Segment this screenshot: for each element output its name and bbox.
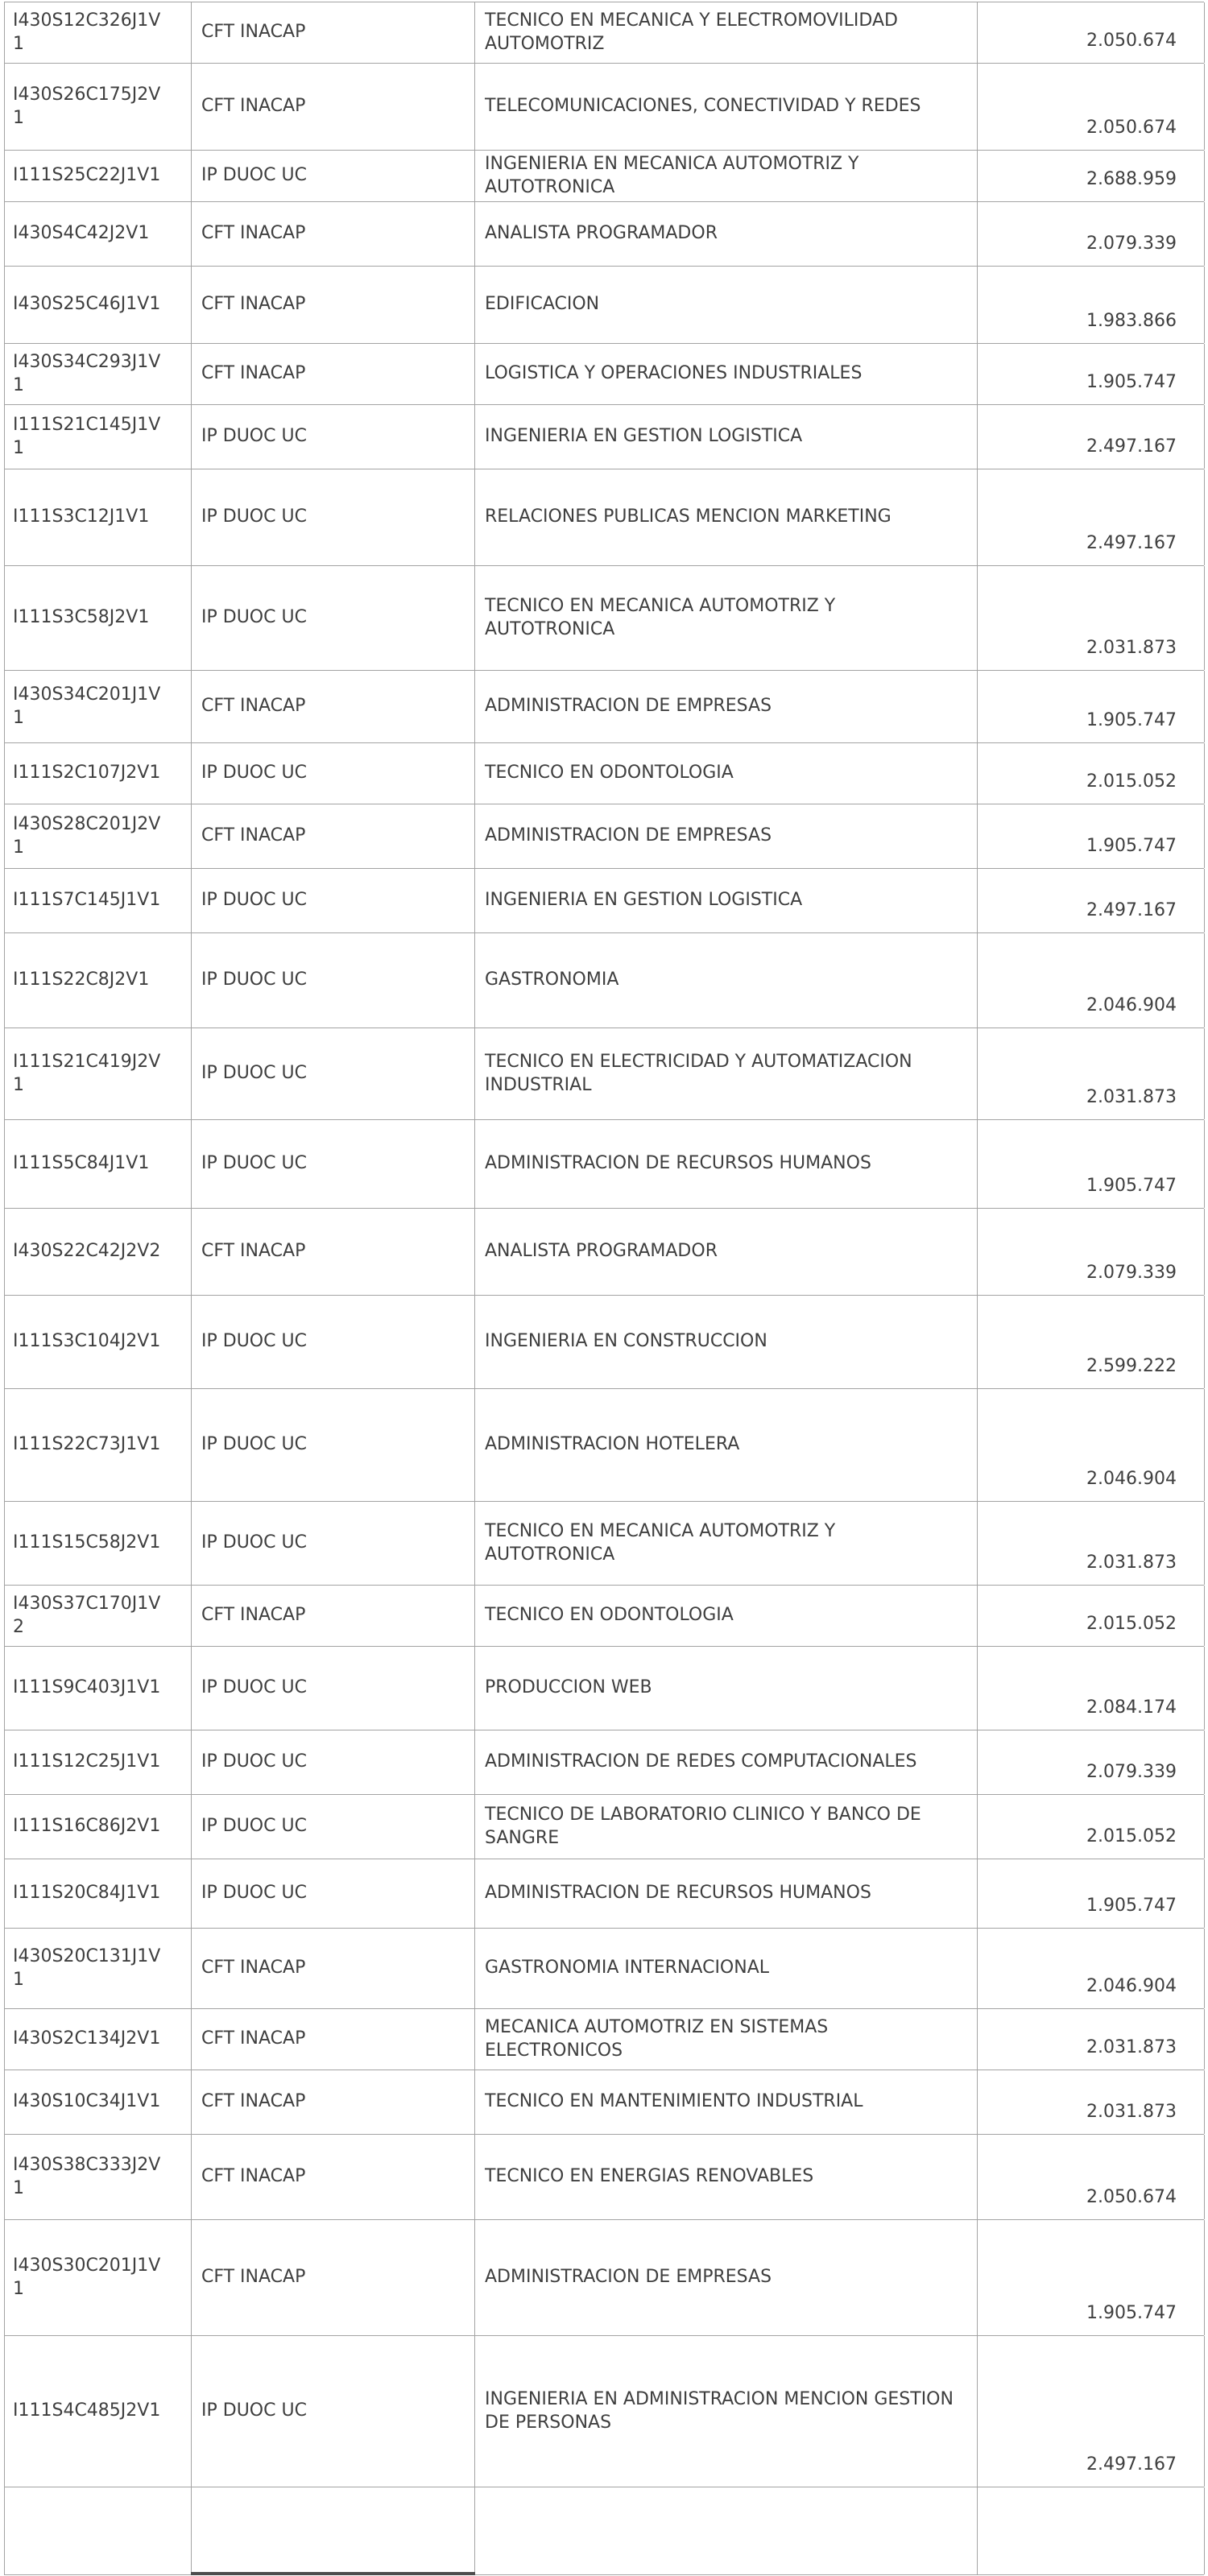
amount-cell [978, 1209, 1205, 1295]
institution-cell [192, 2, 475, 63]
code-cell [5, 2009, 192, 2069]
table-row [5, 1389, 1204, 1502]
institution-cell [192, 1929, 475, 2008]
institution-cell [192, 64, 475, 150]
amount-text: 2.031.873 [1086, 1087, 1177, 1108]
institution-text: CFT INACAP [201, 294, 306, 315]
amount-cell [978, 2070, 1205, 2134]
program-text: RELACIONES PUBLICAS MENCION MARKETING [485, 507, 892, 527]
institution-text: IP DUOC UC [201, 1331, 307, 1352]
program-text: TECNICO EN ELECTRICIDAD Y AUTOMATIZACION INDUSTRIAL [485, 1051, 912, 1095]
code-cell [5, 64, 192, 150]
code-cell [5, 2135, 192, 2219]
institution-cell [192, 1209, 475, 1295]
institution-cell [192, 267, 475, 343]
program-text: ADMINISTRACION DE EMPRESAS [485, 825, 772, 846]
code-cell [5, 1389, 192, 1501]
code-cell [5, 1120, 192, 1208]
amount-cell [978, 1929, 1205, 2008]
program-text: ADMINISTRACION DE RECURSOS HUMANOS [485, 1883, 871, 1904]
program-cell [475, 202, 978, 266]
program-cell [475, 1502, 978, 1585]
institution-cell [192, 1795, 475, 1859]
program-text: ADMINISTRACION DE REDES COMPUTACIONALES [485, 1751, 917, 1772]
program-cell [475, 1028, 978, 1119]
code-cell [5, 1647, 192, 1730]
amount-cell [978, 2, 1205, 63]
program-text: LOGISTICA Y OPERACIONES INDUSTRIALES [485, 363, 863, 384]
code-text: I111S5C84J1V1 [13, 1153, 150, 1174]
amount-cell [978, 671, 1205, 742]
table-row [5, 869, 1204, 933]
program-cell [475, 1647, 978, 1730]
program-cell [475, 869, 978, 932]
program-text: ADMINISTRACION DE EMPRESAS [485, 696, 772, 717]
institution-cell [192, 2336, 475, 2487]
amount-text: 1.905.747 [1086, 372, 1177, 393]
institution-text: IP DUOC UC [201, 1434, 307, 1455]
program-text: TECNICO EN MANTENIMIENTO INDUSTRIAL [485, 2091, 863, 2112]
institution-cell [192, 1389, 475, 1501]
institution-cell [192, 1502, 475, 1585]
code-text: I430S38C333J2V1 [13, 2154, 161, 2198]
next-row-border-artifact [191, 2572, 475, 2575]
amount-cell [978, 2220, 1205, 2335]
code-text: I111S4C485J2V1 [13, 2400, 161, 2421]
amount-cell [978, 2487, 1205, 2574]
program-text: TECNICO EN ODONTOLOGIA [485, 763, 734, 784]
amount-cell [978, 1586, 1205, 1646]
amount-cell [978, 64, 1205, 150]
program-text: ADMINISTRACION HOTELERA [485, 1434, 740, 1455]
amount-text: 2.079.339 [1086, 234, 1177, 254]
code-text: I430S4C42J2V1 [13, 223, 150, 244]
program-cell [475, 1859, 978, 1928]
amount-text: 2.031.873 [1086, 1553, 1177, 1573]
table-row [5, 202, 1204, 267]
code-cell [5, 933, 192, 1028]
amount-text: 2.046.904 [1086, 1976, 1177, 1997]
program-cell [475, 1730, 978, 1794]
table-row [5, 2070, 1204, 2135]
amount-cell [978, 2336, 1205, 2487]
amount-cell [978, 2009, 1205, 2069]
program-text: TECNICO EN MECANICA Y ELECTROMOVILIDAD AUTOMOTRIZ [485, 10, 898, 54]
institution-text: IP DUOC UC [201, 507, 307, 527]
table-row [5, 1859, 1204, 1929]
program-text: TECNICO EN MECANICA AUTOMOTRIZ Y AUTOTRONICA [485, 595, 836, 639]
program-text: TECNICO DE LABORATORIO CLINICO Y BANCO DE SANGRE [485, 1804, 921, 1848]
amount-cell [978, 1120, 1205, 1208]
code-text: I111S22C8J2V1 [13, 970, 150, 990]
amount-cell [978, 1859, 1205, 1928]
code-cell [5, 267, 192, 343]
table-row [5, 743, 1204, 804]
table-row [5, 671, 1204, 743]
institution-cell [192, 344, 475, 404]
code-cell [5, 1586, 192, 1646]
institution-cell [192, 1647, 475, 1730]
code-cell [5, 2487, 192, 2574]
amount-text: 1.905.747 [1086, 836, 1177, 857]
amount-text: 2.015.052 [1086, 1826, 1177, 1847]
code-cell [5, 1209, 192, 1295]
institution-text: CFT INACAP [201, 363, 306, 384]
table-row [5, 267, 1204, 344]
program-text: INGENIERIA EN CONSTRUCCION [485, 1331, 767, 1352]
institution-cell [192, 1120, 475, 1208]
amount-text: 2.599.222 [1086, 1356, 1177, 1377]
program-cell [475, 64, 978, 150]
amount-text: 1.983.866 [1086, 311, 1177, 332]
amount-cell [978, 1647, 1205, 1730]
institution-text: IP DUOC UC [201, 1883, 307, 1904]
code-cell [5, 1296, 192, 1388]
institution-text: IP DUOC UC [201, 1063, 307, 1084]
program-cell [475, 2, 978, 63]
institution-text: IP DUOC UC [201, 890, 307, 911]
institution-text: IP DUOC UC [201, 1751, 307, 1772]
code-cell [5, 151, 192, 201]
institution-cell [192, 2220, 475, 2335]
amount-cell [978, 869, 1205, 932]
program-cell [475, 405, 978, 469]
amount-cell [978, 344, 1205, 404]
program-text: ADMINISTRACION DE EMPRESAS [485, 2267, 772, 2288]
program-text: TELECOMUNICACIONES, CONECTIVIDAD Y REDES [485, 96, 921, 117]
table-row [5, 2, 1204, 64]
amount-text: 2.079.339 [1086, 1762, 1177, 1783]
code-text: I111S7C145J1V1 [13, 890, 161, 911]
institution-cell [192, 566, 475, 670]
institution-text: IP DUOC UC [201, 970, 307, 990]
amount-cell [978, 1795, 1205, 1859]
amount-cell [978, 405, 1205, 469]
code-text: I430S26C175J2V1 [13, 84, 161, 128]
program-text: GASTRONOMIA INTERNACIONAL [485, 1958, 770, 1979]
institution-cell [192, 469, 475, 565]
amount-text: 2.050.674 [1086, 118, 1177, 139]
amount-text: 2.031.873 [1086, 2037, 1177, 2058]
amount-text: 2.497.167 [1086, 2454, 1177, 2475]
amount-cell [978, 566, 1205, 670]
program-cell [475, 743, 978, 804]
amount-cell [978, 804, 1205, 868]
institution-cell [192, 2009, 475, 2069]
code-cell [5, 344, 192, 404]
program-cell [475, 1209, 978, 1295]
amount-text: 1.905.747 [1086, 1176, 1177, 1197]
code-text: I430S37C170J1V2 [13, 1593, 161, 1637]
program-text: MECANICA AUTOMOTRIZ EN SISTEMAS ELECTRONICOS [485, 2016, 829, 2061]
institution-text: CFT INACAP [201, 22, 306, 43]
program-text: ANALISTA PROGRAMADOR [485, 1241, 718, 1262]
institution-text: IP DUOC UC [201, 2400, 307, 2421]
code-text: I430S28C201J2V1 [13, 813, 161, 858]
program-cell [475, 1795, 978, 1859]
institution-text: CFT INACAP [201, 2267, 306, 2288]
code-cell [5, 1795, 192, 1859]
code-text: I111S16C86J2V1 [13, 1816, 161, 1837]
table-row [5, 2009, 1204, 2070]
table-row [5, 151, 1204, 202]
program-cell [475, 804, 978, 868]
program-cell [475, 267, 978, 343]
table-row [5, 1209, 1204, 1296]
table-row [5, 1028, 1204, 1120]
program-text: EDIFICACION [485, 294, 600, 315]
amount-cell [978, 1296, 1205, 1388]
table-row [5, 933, 1204, 1028]
program-cell [475, 151, 978, 201]
program-table [4, 2, 1204, 2575]
institution-cell [192, 1028, 475, 1119]
code-text: I111S3C58J2V1 [13, 607, 150, 628]
program-cell [475, 344, 978, 404]
amount-cell [978, 202, 1205, 266]
amount-cell [978, 469, 1205, 565]
program-cell [475, 1120, 978, 1208]
code-text: I111S15C58J2V1 [13, 1532, 161, 1553]
institution-cell [192, 933, 475, 1028]
amount-text: 2.084.174 [1086, 1697, 1177, 1718]
code-text: I111S22C73J1V1 [13, 1434, 161, 1455]
amount-text: 2.031.873 [1086, 638, 1177, 659]
amount-text: 1.905.747 [1086, 1896, 1177, 1916]
table-row [5, 1929, 1204, 2009]
code-cell [5, 1929, 192, 2008]
program-cell [475, 1929, 978, 2008]
institution-text: CFT INACAP [201, 1605, 306, 1626]
amount-text: 2.046.904 [1086, 1469, 1177, 1490]
table-row [5, 1120, 1204, 1209]
code-text: I430S30C201J1V1 [13, 2255, 161, 2299]
program-cell [475, 2336, 978, 2487]
code-cell [5, 804, 192, 868]
institution-text: CFT INACAP [201, 96, 306, 117]
institution-cell [192, 405, 475, 469]
institution-text: IP DUOC UC [201, 1153, 307, 1174]
code-cell [5, 869, 192, 932]
amount-cell [978, 933, 1205, 1028]
amount-cell [978, 1502, 1205, 1585]
code-text: I111S21C419J2V1 [13, 1051, 161, 1095]
program-cell [475, 2135, 978, 2219]
code-text: I430S22C42J2V2 [13, 1241, 161, 1262]
amount-text: 2.015.052 [1086, 1614, 1177, 1635]
table-row [5, 344, 1204, 405]
code-cell [5, 2070, 192, 2134]
table-row [5, 1502, 1204, 1586]
program-text: INGENIERIA EN GESTION LOGISTICA [485, 890, 803, 911]
amount-text: 2.079.339 [1086, 1263, 1177, 1284]
code-cell [5, 566, 192, 670]
amount-cell [978, 151, 1205, 201]
partial-row [5, 2487, 1204, 2575]
institution-text: IP DUOC UC [201, 1677, 307, 1698]
amount-text: 2.497.167 [1086, 900, 1177, 921]
code-cell [5, 1730, 192, 1794]
amount-cell [978, 267, 1205, 343]
institution-cell [192, 2487, 475, 2574]
institution-cell [192, 671, 475, 742]
program-cell [475, 1296, 978, 1388]
code-cell [5, 1502, 192, 1585]
institution-text: IP DUOC UC [201, 1816, 307, 1837]
institution-cell [192, 1859, 475, 1928]
program-text: GASTRONOMIA [485, 970, 619, 990]
institution-cell [192, 202, 475, 266]
program-cell [475, 566, 978, 670]
code-cell [5, 1028, 192, 1119]
amount-cell [978, 1028, 1205, 1119]
amount-text: 2.050.674 [1086, 2187, 1177, 2208]
table-row [5, 2336, 1204, 2487]
amount-text: 2.046.904 [1086, 995, 1177, 1016]
table-row [5, 1296, 1204, 1389]
code-text: I430S12C326J1V1 [13, 10, 161, 54]
code-text: I430S34C293J1V1 [13, 351, 161, 395]
institution-cell [192, 1730, 475, 1794]
amount-cell [978, 1730, 1205, 1794]
table-row [5, 1647, 1204, 1730]
code-text: I111S3C12J1V1 [13, 507, 150, 527]
institution-cell [192, 869, 475, 932]
institution-text: IP DUOC UC [201, 165, 307, 186]
code-text: I430S25C46J1V1 [13, 294, 161, 315]
code-cell [5, 2336, 192, 2487]
code-text: I111S20C84J1V1 [13, 1883, 161, 1904]
institution-text: CFT INACAP [201, 223, 306, 244]
institution-cell [192, 1586, 475, 1646]
program-text: TECNICO EN ENERGIAS RENOVABLES [485, 2166, 814, 2187]
table-row [5, 1795, 1204, 1859]
code-cell [5, 2, 192, 63]
table-row [5, 804, 1204, 869]
institution-cell [192, 151, 475, 201]
institution-text: IP DUOC UC [201, 607, 307, 628]
code-text: I430S10C34J1V1 [13, 2091, 161, 2112]
institution-cell [192, 2070, 475, 2134]
institution-text: CFT INACAP [201, 2166, 306, 2187]
amount-cell [978, 1389, 1205, 1501]
amount-text: 2.688.959 [1086, 169, 1177, 190]
amount-text: 2.497.167 [1086, 533, 1177, 554]
code-text: I111S9C403J1V1 [13, 1677, 161, 1698]
program-text: PRODUCCION WEB [485, 1677, 652, 1698]
code-cell [5, 2220, 192, 2335]
table-row [5, 64, 1204, 151]
institution-cell [192, 1296, 475, 1388]
code-text: I111S12C25J1V1 [13, 1751, 161, 1772]
institution-text: IP DUOC UC [201, 426, 307, 447]
code-text: I111S2C107J2V1 [13, 763, 161, 784]
program-cell [475, 2009, 978, 2069]
program-cell [475, 933, 978, 1028]
program-text: INGENIERIA EN GESTION LOGISTICA [485, 426, 803, 447]
code-cell [5, 743, 192, 804]
code-text: I430S2C134J2V1 [13, 2028, 161, 2049]
institution-text: CFT INACAP [201, 696, 306, 717]
code-cell [5, 671, 192, 742]
program-cell [475, 1586, 978, 1646]
code-cell [5, 202, 192, 266]
code-text: I111S21C145J1V1 [13, 414, 161, 458]
amount-text: 2.050.674 [1086, 31, 1177, 52]
program-cell [475, 2220, 978, 2335]
code-text: I430S34C201J1V1 [13, 684, 161, 728]
program-cell [475, 469, 978, 565]
institution-text: CFT INACAP [201, 2028, 306, 2049]
program-text: ADMINISTRACION DE RECURSOS HUMANOS [485, 1153, 871, 1174]
amount-cell [978, 2135, 1205, 2219]
program-cell [475, 2487, 978, 2574]
institution-text: IP DUOC UC [201, 763, 307, 784]
program-text: TECNICO EN ODONTOLOGIA [485, 1605, 734, 1626]
program-text: ANALISTA PROGRAMADOR [485, 223, 718, 244]
program-cell [475, 671, 978, 742]
code-text: I430S20C131J1V1 [13, 1945, 161, 1990]
institution-text: CFT INACAP [201, 1958, 306, 1979]
code-text: I111S25C22J1V1 [13, 165, 161, 186]
amount-text: 2.497.167 [1086, 436, 1177, 457]
table-row [5, 2135, 1204, 2220]
institution-cell [192, 2135, 475, 2219]
table-row [5, 405, 1204, 469]
amount-text: 2.031.873 [1086, 2102, 1177, 2123]
institution-text: IP DUOC UC [201, 1532, 307, 1553]
code-cell [5, 405, 192, 469]
institution-cell [192, 804, 475, 868]
institution-text: CFT INACAP [201, 1241, 306, 1262]
table-row [5, 469, 1204, 566]
institution-text: CFT INACAP [201, 825, 306, 846]
program-text: INGENIERIA EN ADMINISTRACION MENCION GESTION DE PERSONAS [485, 2388, 954, 2433]
institution-text: CFT INACAP [201, 2091, 306, 2112]
code-cell [5, 469, 192, 565]
table-row [5, 1586, 1204, 1647]
code-text: I111S3C104J2V1 [13, 1331, 161, 1352]
amount-text: 1.905.747 [1086, 2303, 1177, 2324]
table-row [5, 566, 1204, 671]
table-row [5, 1730, 1204, 1795]
institution-cell [192, 743, 475, 804]
program-cell [475, 2070, 978, 2134]
program-text: TECNICO EN MECANICA AUTOMOTRIZ Y AUTOTRONICA [485, 1520, 836, 1565]
table-row [5, 2220, 1204, 2336]
program-cell [475, 1389, 978, 1501]
amount-text: 2.015.052 [1086, 771, 1177, 792]
program-text: INGENIERIA EN MECANICA AUTOMOTRIZ Y AUTOTRONICA [485, 153, 859, 197]
amount-cell [978, 743, 1205, 804]
code-cell [5, 1859, 192, 1928]
amount-text: 1.905.747 [1086, 710, 1177, 731]
